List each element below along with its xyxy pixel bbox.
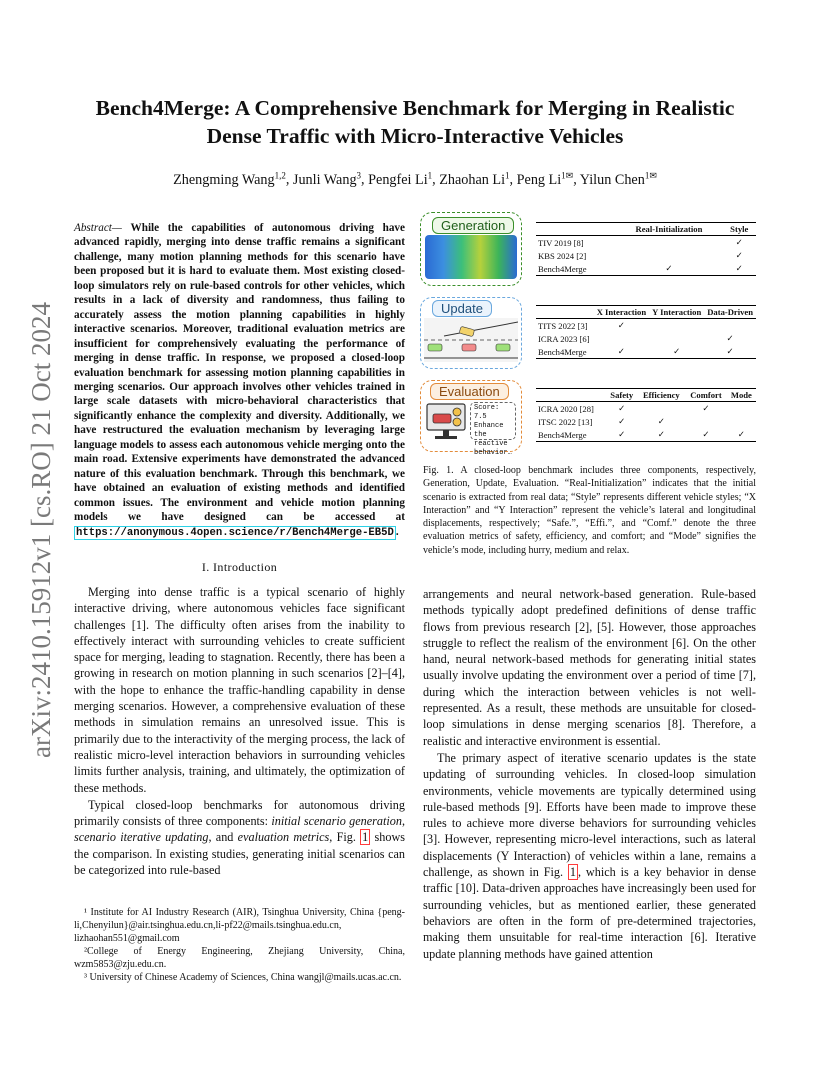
abstract-label: Abstract — [74, 222, 112, 234]
author-name: Yilun Chen$^{1✉}$ — [579, 170, 657, 188]
intro-left-column — [74, 584, 405, 878]
abstract: Abstract— While the capabilities of autonomous driving have advanced rapidly, merging into dense traffic remains a significant challenge, many motion planning methods for this scenario have been proposed but it is hard to evaluate them. Most existing closed-loop simulators rely on rule-based controls for other vehicles, which results in a lack of diversity and randomness, thus failing to accurately assess the motion planning capabilities in highly interactive scenarios. Moreover, traditional evaluation metrics are insufficient for comprehensively evaluating the performance of merging in dense traffic. In response, we proposed a closed-loop evaluation benchmark for assessing motion planning capabilities in merging scenarios. Our approach involves other vehicles trained in large scale datasets with micro-behavioral characteristics that significantly enhance the complexity and diversity. Additionally, we have restructured the evaluation mechanism by leveraging large language models to assess each autonomous vehicle merging onto the main road. Extensive experiments have demonstrated the advanced nature of this evaluation benchmark. Through this benchmark, we have obtained an evaluation of existing methods and identified common issues. The environment and vehicle motion planning models we have designed can be accessed at https://anonymous.4open.science/r/Bench4Merge-EB5D . — [74, 222, 405, 539]
evaluation-label: Evaluation — [430, 383, 509, 400]
arxiv-id: arXiv:2410.15912v1 [cs.RO] 21 Oct 2024 — [26, 302, 56, 758]
table-row: Bench4Merge ✓ ✓ ✓ — [538, 346, 734, 357]
table-row: KBS 2024 [2] ✓ — [538, 250, 743, 261]
footnote-1: ¹ Institute for AI Industry Research (AIR), Tsinghua University, China {peng-li,Chenyilun}@air.tsinghua.edu.cn,li-pf22@mails.tsinghua.edu.cn, lizhaohan551@gmail.com — [74, 907, 405, 944]
figure-caption: Fig. 1. A closed-loop benchmark includes three components, respectively, Generation, Update, Evaluation. “Real-Initialization” indicates that the initial scenario is extracted from real data; “Style” represents different vehicle styles; “X Interaction” and “Y Interaction” represent the vehicle’s lateral and longitudinal displacements, respectively; “Safe.”, “Effi.”, and “Comf.” denote the three evaluation metrics of safety, efficiency, and comfort; and “Mode” signifies the vehicle’s mode, including hurry, medium and relax. — [423, 465, 756, 556]
author-name: Pengfei Li$^1$ — [368, 170, 433, 188]
update-label: Update — [432, 300, 492, 317]
table-row: ICRA 2023 [6] ✓ — [538, 333, 734, 344]
author-affiliation: 3 — [356, 170, 362, 180]
road-merge-illustration — [424, 318, 518, 362]
update-comparison-table: X Interaction Y Interaction Data-Driven TITS 2022 [3] ✓ ICRA 2023 [6] ✓ Bench4Merge ✓ ✓ ✓ — [536, 305, 756, 359]
table-row: Bench4Merge ✓ ✓ ✓ ✓ — [538, 429, 745, 440]
footnotes — [74, 906, 405, 984]
table-row: ITSC 2022 [13] ✓ ✓ — [538, 416, 665, 427]
intro-right-column — [423, 586, 756, 962]
author-name: Junli Wang$^3$ — [292, 170, 362, 188]
author-affiliation: 1 — [427, 170, 433, 180]
right-paragraph-2: The primary aspect of iterative scenario updates is the state updating of surrounding vehicles. In closed-loop simulation environments, vehicle movements are typically determined using rule-based methods [9]. Efforts have been made to improve these rules to achieve more diverse behaviors for surrounding vehicles [3]. However, representing micro-level interactions, such as lateral displacements (Y Interaction) of vehicles within a lane, remains a challenge, as shown in Fig. 1 , which is a key behavior in dense traffic [10]. Data-driven approaches have increasingly been used for surrounding vehicles, but as mentioned earlier, these generated behaviors are often in the form of pre-determined trajectories, making them unsuitable for real-time interaction [6]. Iterative update planning methods have gained attention — [423, 750, 756, 961]
code-link[interactable]: https://anonymous.4open.science/r/Bench4Merge-EB5D — [76, 526, 394, 539]
author-list: Zhengming Wang$^{1,2}$, Junli Wang$^3$, Pengfei Li$^1$, Zhaohan Li$^1$, Peng $Li^{1✉}$, Yilun Chen$^{1✉}$ — [173, 170, 657, 188]
author-affiliation: 1 — [505, 170, 510, 180]
footnote-2: ²College of Energy Engineering, Zhejiang University, China, wzm5853@zju.edu.cn. — [74, 946, 405, 970]
author-affiliation: 1✉ — [561, 170, 574, 180]
figure-ref-link[interactable]: 1 — [569, 865, 576, 880]
author-affiliation: 1✉ — [644, 170, 657, 180]
table-row: TITS 2022 [3] ✓ — [538, 320, 625, 331]
abstract-text: While the capabilities of autonomous driving have advanced rapidly, merging into dense traffic remains a significant challenge, many motion planning methods for this scenario have been proposed but it is hard to evaluate them. Most existing closed-loop simulators rely on rule-based controls for other vehicles, which results in a lack of diversity and randomness, thus failing to accurately assess the motion planning capabilities in highly interactive scenarios. Moreover, traditional evaluation metrics are insufficient for comprehensively evaluating the performance of merging in dense traffic. In response, we proposed a closed-loop evaluation benchmark for assessing motion planning capabilities in merging scenarios. Our approach involves other vehicles trained in large scale datasets with micro-behavioral characteristics that significantly enhance the complexity and diversity. Additionally, we have restructured the evaluation mechanism by leveraging large language models to assess each autonomous vehicle merging onto the main road. Extensive experiments have demonstrated the advanced nature of this evaluation benchmark. Through this benchmark, we have obtained an evaluation of existing methods and identified common issues. The environment and vehicle motion planning models we have designed can be accessed at — [74, 222, 405, 524]
evaluation-comparison-table: Safety Efficiency Comfort Mode ICRA 2020 [28] ✓ ✓ ITSC 2022 [13] ✓ ✓ Bench4Merge ✓ ✓ ✓ ✓ — [536, 388, 756, 442]
intro-paragraph-2: Typical closed-loop benchmarks for autonomous driving primarily consists of three components: initial scenario generation, scenario iterative updating, and evaluation metrics, Fig. 1 shows the comparison. In existing studies, generating initial scenarios can be categorized into rule-based — [74, 797, 405, 878]
llm-score-box: Score: 7.5 Enhance the reactive behavior… — [470, 402, 516, 440]
figure-ref-link[interactable]: 1 — [362, 830, 369, 845]
table-row: TIV 2019 [8] ✓ — [538, 237, 743, 248]
generation-comparison-table: Real-Initialization Style TIV 2019 [8] ✓ KBS 2024 [2] ✓ Bench4Merge ✓ ✓ — [536, 222, 756, 276]
traffic-heatmap-image — [425, 235, 517, 279]
right-paragraph-1: arrangements and neural network-based generation. Rule-based methods typically adopt predefined definitions of dense traffic flows from previous research [2], [5]. However, those approaches struggle to reflect the realism of the environment [6]. On the other hand, neural network-based methods for generating initial states usually involve updating the environment over a period of time [7], during which the interaction between vehicles is not well-represented. As a result, these methods are unsuitable for closed-loop simulations in dense merging scenarios [8]. Therefore, a realistic and interactive environment is essential. — [423, 587, 756, 748]
author-name: Peng $Li^{1✉}$ — [516, 170, 574, 188]
generation-label: Generation — [432, 217, 514, 234]
section-heading-introduction: I. Introduction — [201, 560, 278, 574]
paper-title: Bench4Merge: A Comprehensive Benchmark for Merging in Realistic Dense Traffic with Micro-Interactive Vehicles — [95, 96, 735, 148]
footnote-3: ³ University of Chinese Academy of Sciences, China wangjl@mails.ucas.ac.cn. — [84, 972, 402, 983]
arxiv-stamp — [20, 288, 60, 758]
table-row: ICRA 2020 [28] ✓ ✓ — [538, 403, 710, 414]
monitor-evaluation-icon — [425, 402, 467, 442]
table-row: Bench4Merge ✓ ✓ — [538, 263, 743, 274]
author-name: Zhaohan Li$^1$ — [439, 170, 510, 188]
author-name: Zhengming Wang$^{1,2}$ — [173, 170, 286, 188]
intro-paragraph-1: Merging into dense traffic is a typical scenario of highly interactive driving, where autonomous vehicles face significant challenges [1]. The difficulty often arises from the inability to effectively interact with surrounding vehicles to create sufficient space for merging, leading to stagnation. Recently, there has been a growing in research on motion planning in such scenarios [2]–[4], with the hope to enhance the traffic-handling capability in dense merging scenarios. However, a comprehensive evaluation of these methods in simulation remains an unresolved issue. This is primarily due to the interactivity of the merging process, the lack of realistic micro-level interaction behaviors in surrounding vehicles limits further analysis, training, and ultimately, the optimization of these methods. — [74, 585, 405, 795]
author-affiliation: 1,2 — [274, 170, 286, 180]
